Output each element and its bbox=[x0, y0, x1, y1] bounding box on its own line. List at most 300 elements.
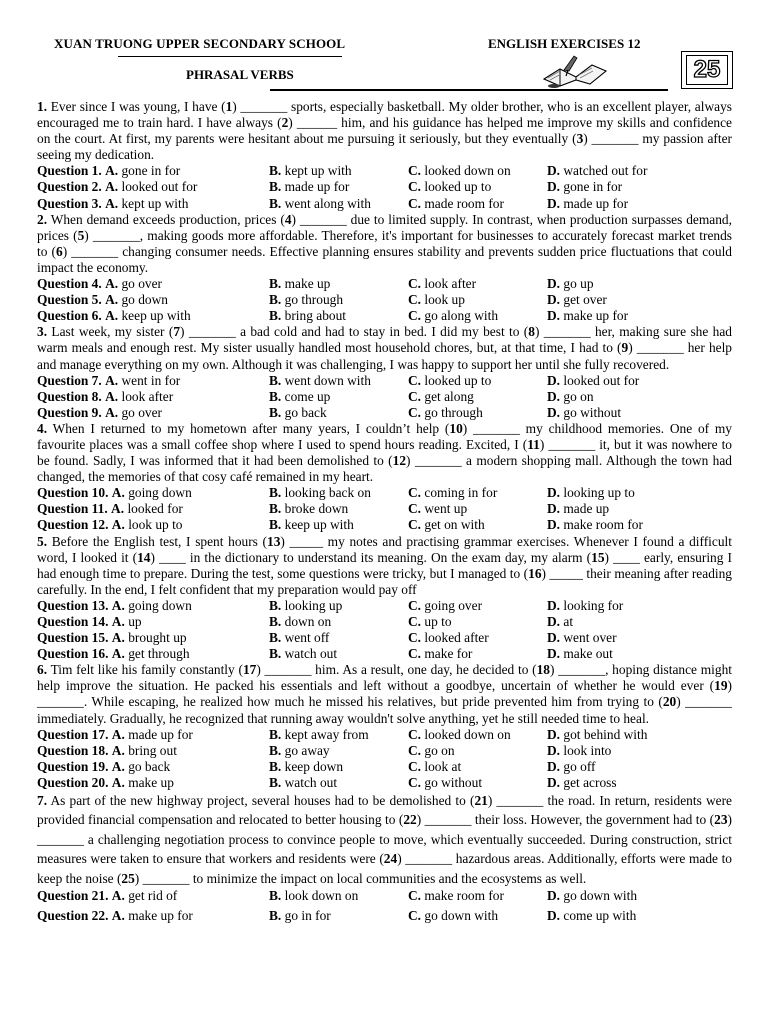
option-letter: A. bbox=[111, 614, 125, 629]
passage-text: Last week, my sister ( bbox=[51, 324, 174, 340]
option-a[interactable] bbox=[37, 276, 269, 292]
option-a[interactable] bbox=[37, 727, 269, 743]
option-c[interactable] bbox=[408, 759, 547, 775]
question-label: Question 2. bbox=[37, 179, 102, 195]
passage-text: ) _____ their meaning after reading carefully. In the end, I felt confident that my preparation would pay off bbox=[37, 565, 733, 597]
option-letter: B. bbox=[269, 404, 282, 420]
school-underline bbox=[118, 56, 342, 57]
option-letter: A. bbox=[111, 774, 125, 790]
option-c[interactable] bbox=[408, 196, 547, 212]
option-letter: A. bbox=[105, 404, 119, 420]
question-label: Question 20. bbox=[37, 774, 109, 790]
blank-number: 18 bbox=[536, 662, 550, 678]
blank-number: 7 bbox=[173, 324, 181, 340]
option-text: make up bbox=[128, 774, 174, 790]
option-letter: D. bbox=[547, 485, 561, 501]
option-c[interactable] bbox=[408, 598, 547, 614]
option-text: looking for bbox=[563, 597, 624, 613]
option-text: get through bbox=[128, 646, 190, 662]
option-c[interactable] bbox=[408, 405, 547, 421]
option-text: looked for bbox=[127, 501, 183, 517]
option-letter: C. bbox=[408, 372, 422, 388]
option-c[interactable] bbox=[408, 308, 547, 324]
option-letter: D. bbox=[547, 179, 561, 195]
option-d[interactable] bbox=[547, 389, 732, 405]
option-letter: A. bbox=[111, 726, 125, 742]
passage-text: ) _______ immediately. Gradually, he recognized that running away wouldn't solve anything, yet he still needed time to heal. bbox=[37, 694, 732, 726]
option-text: up bbox=[128, 614, 142, 629]
blank-number: 4 bbox=[284, 211, 292, 227]
option-b[interactable] bbox=[269, 405, 408, 421]
option-a[interactable] bbox=[37, 196, 269, 212]
option-text: go without bbox=[424, 774, 483, 790]
option-letter: D. bbox=[547, 907, 561, 923]
option-text: go through bbox=[424, 404, 483, 420]
passage-text: ) _______ to minimize the impact on local communities and the ecosystems as well. bbox=[134, 870, 587, 886]
option-b[interactable] bbox=[269, 743, 408, 759]
passage-text: ) _______ a bad cold and had to stay in bed. I did my best to ( bbox=[180, 324, 529, 340]
blank-number: 8 bbox=[528, 324, 535, 340]
option-letter: B. bbox=[269, 774, 282, 790]
option-text: coming in for bbox=[424, 485, 498, 501]
option-text: get across bbox=[563, 774, 617, 790]
passage-text: ) _______ due to limited supply. In contrast, when production surpasses demand, prices ( bbox=[37, 211, 732, 243]
option-text: went in for bbox=[121, 372, 181, 388]
option-letter: B. bbox=[269, 646, 282, 662]
option-letter: A. bbox=[111, 597, 125, 613]
option-a[interactable] bbox=[37, 179, 269, 195]
question-row bbox=[37, 373, 732, 389]
passage-number: 4. bbox=[37, 420, 48, 436]
option-letter: C. bbox=[408, 179, 422, 195]
option-letter: B. bbox=[269, 195, 282, 211]
option-text: go off bbox=[563, 758, 596, 774]
option-b[interactable] bbox=[269, 501, 408, 517]
option-text: looking back on bbox=[284, 485, 371, 501]
option-text: looking up bbox=[284, 597, 343, 613]
option-d[interactable] bbox=[547, 163, 732, 179]
blank-number: 22 bbox=[403, 812, 417, 828]
option-letter: C. bbox=[408, 646, 422, 662]
subject-title: ENGLISH EXERCISES 12 bbox=[488, 36, 641, 51]
option-text: made up for bbox=[563, 195, 629, 211]
option-letter: D. bbox=[547, 888, 561, 904]
blank-number: 12 bbox=[392, 453, 407, 469]
option-c[interactable] bbox=[408, 373, 547, 389]
option-b[interactable] bbox=[269, 373, 408, 389]
question-label: Question 4. bbox=[37, 276, 102, 292]
option-letter: B. bbox=[269, 501, 282, 517]
passage-text: Before the English test, I spent hours ( bbox=[51, 533, 268, 549]
option-b[interactable] bbox=[269, 888, 408, 908]
passage-number: 3. bbox=[37, 324, 48, 340]
option-letter: A. bbox=[111, 907, 125, 923]
option-b[interactable] bbox=[269, 485, 408, 501]
option-d[interactable] bbox=[547, 908, 732, 928]
option-text: brought up bbox=[128, 630, 187, 646]
option-b[interactable] bbox=[269, 292, 408, 308]
option-c[interactable] bbox=[408, 775, 547, 791]
option-d[interactable] bbox=[547, 759, 732, 775]
passage-number: 5. bbox=[37, 533, 48, 549]
blank-number: 1 bbox=[225, 99, 233, 114]
question-row bbox=[37, 485, 732, 501]
option-letter: C. bbox=[408, 630, 422, 646]
option-c[interactable] bbox=[408, 517, 547, 533]
question-label: Question 19. bbox=[37, 758, 109, 774]
passage-5 bbox=[37, 534, 732, 598]
passage-text: ) _______ him. As a result, one day, he decided to ( bbox=[256, 662, 537, 678]
question-label: Question 1. bbox=[37, 163, 102, 179]
option-text: made up for bbox=[128, 726, 193, 742]
option-text: went up bbox=[424, 501, 468, 517]
option-text: kept up with bbox=[284, 163, 352, 179]
option-d[interactable] bbox=[547, 373, 732, 389]
question-row bbox=[37, 517, 732, 533]
option-letter: B. bbox=[269, 308, 282, 324]
option-text: looked after bbox=[424, 630, 489, 646]
question-row bbox=[37, 646, 732, 662]
option-text: look into bbox=[563, 742, 612, 758]
question-row bbox=[37, 196, 732, 212]
option-text: gone in for bbox=[563, 179, 623, 195]
option-letter: A. bbox=[111, 501, 125, 517]
option-c[interactable] bbox=[408, 179, 547, 195]
option-text: go without bbox=[563, 404, 622, 420]
question-row bbox=[37, 163, 732, 179]
option-c[interactable] bbox=[408, 501, 547, 517]
option-text: make room for bbox=[424, 888, 504, 904]
option-letter: D. bbox=[547, 163, 561, 179]
option-c[interactable] bbox=[408, 389, 547, 405]
option-a[interactable] bbox=[37, 759, 269, 775]
option-letter: C. bbox=[408, 308, 422, 324]
option-text: go on bbox=[424, 742, 455, 758]
option-a[interactable] bbox=[37, 646, 269, 662]
option-text: make room for bbox=[563, 517, 643, 533]
option-text: look up bbox=[424, 292, 465, 308]
option-c[interactable] bbox=[408, 276, 547, 292]
passage-text: ) _______ a challenging negotiation process to convince people to move, which eventually succeeded. During construction, strict measures were taken to ensure that workers and residents were ( bbox=[37, 812, 732, 867]
option-letter: C. bbox=[408, 195, 422, 211]
option-letter: C. bbox=[408, 726, 422, 742]
option-text: look after bbox=[424, 276, 477, 292]
option-letter: B. bbox=[269, 517, 282, 533]
option-text: bring out bbox=[128, 742, 177, 758]
blank-number: 24 bbox=[383, 851, 398, 867]
option-d[interactable] bbox=[547, 598, 732, 614]
option-text: looked down on bbox=[424, 726, 511, 742]
option-text: went over bbox=[563, 630, 617, 646]
question-row bbox=[37, 501, 732, 517]
option-letter: B. bbox=[269, 485, 282, 501]
option-letter: B. bbox=[269, 614, 282, 629]
option-d[interactable] bbox=[547, 646, 732, 662]
option-c[interactable] bbox=[408, 614, 547, 630]
option-c[interactable] bbox=[408, 743, 547, 759]
option-a[interactable] bbox=[37, 292, 269, 308]
option-text: looked up to bbox=[424, 179, 492, 195]
option-letter: A. bbox=[111, 517, 125, 533]
option-text: going down bbox=[128, 597, 192, 613]
option-text: keep up with bbox=[284, 517, 354, 533]
option-a[interactable] bbox=[37, 373, 269, 389]
option-letter: A. bbox=[111, 742, 125, 758]
passage-number: 1. bbox=[37, 99, 48, 114]
option-b[interactable] bbox=[269, 598, 408, 614]
page-number: 25 bbox=[686, 55, 728, 85]
question-row bbox=[37, 775, 732, 791]
option-b[interactable] bbox=[269, 614, 408, 630]
option-letter: B. bbox=[269, 292, 282, 308]
option-b[interactable] bbox=[269, 759, 408, 775]
option-a[interactable] bbox=[37, 517, 269, 533]
option-a[interactable] bbox=[37, 630, 269, 646]
option-letter: A. bbox=[105, 163, 119, 179]
blank-number: 23 bbox=[714, 812, 728, 828]
option-letter: A. bbox=[105, 195, 119, 211]
option-a[interactable] bbox=[37, 485, 269, 501]
option-a[interactable] bbox=[37, 775, 269, 791]
option-letter: B. bbox=[269, 372, 282, 388]
option-c[interactable] bbox=[408, 646, 547, 662]
option-text: go along with bbox=[424, 308, 499, 324]
option-d[interactable] bbox=[547, 743, 732, 759]
passage-text: ) ______ him, and his guidance has helped me improve my skills and confidence on the court. At first, my parents were hesitant about me pursuing it seriously, but they eventually ( bbox=[37, 115, 732, 147]
option-d[interactable] bbox=[547, 501, 732, 517]
option-letter: B. bbox=[269, 597, 282, 613]
passage-text: ) _______, hoping distance might help improve the situation. He packed his essentials and left without a goodbye, uncertain of whether he would ever ( bbox=[37, 662, 733, 694]
option-a[interactable] bbox=[37, 598, 269, 614]
option-a[interactable] bbox=[37, 888, 269, 908]
option-c[interactable] bbox=[408, 292, 547, 308]
option-letter: A. bbox=[111, 630, 125, 646]
option-d[interactable] bbox=[547, 308, 732, 324]
option-d[interactable] bbox=[547, 179, 732, 195]
option-letter: B. bbox=[269, 388, 282, 404]
option-text: looked down on bbox=[424, 163, 511, 179]
option-text: go back bbox=[128, 758, 171, 774]
option-a[interactable] bbox=[37, 501, 269, 517]
option-b[interactable] bbox=[269, 163, 408, 179]
option-d[interactable] bbox=[547, 196, 732, 212]
passage-text: As part of the new highway project, several houses had to be demolished to ( bbox=[50, 793, 475, 809]
passage-text: ) _______. While escaping, he realized how much he missed his relatives, but pride prevented him from trying to ( bbox=[37, 678, 732, 710]
question-label: Question 8. bbox=[37, 388, 102, 404]
option-letter: D. bbox=[547, 726, 561, 742]
blank-number: 13 bbox=[267, 533, 281, 549]
option-text: looked up to bbox=[424, 372, 492, 388]
option-b[interactable] bbox=[269, 179, 408, 195]
option-letter: B. bbox=[269, 163, 282, 179]
option-d[interactable] bbox=[547, 888, 732, 908]
option-b[interactable] bbox=[269, 276, 408, 292]
passage-text: ) _______ my childhood memories. One of my favourite places was a small coffee shop where I used to spend hours reading. Excited, I ( bbox=[37, 420, 732, 452]
option-text: kept away from bbox=[284, 726, 369, 742]
option-text: made up bbox=[563, 501, 610, 517]
option-letter: D. bbox=[547, 195, 561, 211]
option-letter: D. bbox=[547, 630, 561, 646]
option-letter: C. bbox=[408, 614, 422, 629]
option-d[interactable] bbox=[547, 517, 732, 533]
option-letter: C. bbox=[408, 742, 422, 758]
option-letter: B. bbox=[269, 742, 282, 758]
option-letter: D. bbox=[547, 774, 561, 790]
option-text: up to bbox=[424, 614, 452, 629]
question-label: Question 10. bbox=[37, 485, 109, 501]
option-letter: C. bbox=[408, 888, 422, 904]
option-c[interactable] bbox=[408, 485, 547, 501]
header-rule bbox=[270, 89, 668, 91]
option-letter: D. bbox=[547, 372, 561, 388]
option-d[interactable] bbox=[547, 276, 732, 292]
option-text: go in for bbox=[284, 907, 331, 923]
passage-text: ) _______ hazardous areas. Additionally, efforts were made to keep the noise ( bbox=[37, 851, 732, 886]
question-label: Question 18. bbox=[37, 742, 109, 758]
option-text: kept up with bbox=[121, 195, 189, 211]
question-label: Question 5. bbox=[37, 292, 102, 308]
question-row bbox=[37, 908, 732, 928]
blank-number: 19 bbox=[714, 678, 728, 694]
option-d[interactable] bbox=[547, 405, 732, 421]
question-label: Question 16. bbox=[37, 646, 109, 662]
option-text: go down with bbox=[424, 907, 499, 923]
option-letter: B. bbox=[269, 758, 282, 774]
passage-number: 6. bbox=[37, 662, 48, 678]
question-label: Question 17. bbox=[37, 726, 109, 742]
option-d[interactable] bbox=[547, 727, 732, 743]
passage-text: ) _______ it, but it was nowhere to be found. Sadly, I was informed that it had been demolished to ( bbox=[37, 436, 732, 469]
blank-number: 10 bbox=[449, 420, 463, 436]
option-letter: A. bbox=[105, 308, 119, 324]
option-d[interactable] bbox=[547, 630, 732, 646]
passage-text: ) _______ their loss. However, the government had to ( bbox=[416, 812, 715, 828]
option-letter: C. bbox=[408, 388, 422, 404]
option-a[interactable] bbox=[37, 308, 269, 324]
option-a[interactable] bbox=[37, 743, 269, 759]
option-d[interactable] bbox=[547, 614, 732, 630]
option-text: go on bbox=[563, 388, 594, 404]
option-text: went down with bbox=[284, 372, 371, 388]
option-c[interactable] bbox=[408, 908, 547, 928]
passage-text: ) _______ sports, especially basketball. My older brother, who is an excellent player, always encouraged me to train hard. I have always ( bbox=[37, 99, 732, 131]
option-text: make for bbox=[424, 646, 473, 662]
option-c[interactable] bbox=[408, 727, 547, 743]
option-letter: D. bbox=[547, 646, 561, 662]
option-text: look up to bbox=[128, 517, 183, 533]
passage-number: 7. bbox=[37, 793, 48, 809]
option-d[interactable] bbox=[547, 292, 732, 308]
option-a[interactable] bbox=[37, 163, 269, 179]
passage-text: Tim felt like his family constantly ( bbox=[50, 662, 243, 678]
option-a[interactable] bbox=[37, 614, 269, 630]
option-letter: D. bbox=[547, 742, 561, 758]
question-row bbox=[37, 614, 732, 630]
option-text: made room for bbox=[424, 195, 504, 211]
question-label: Question 7. bbox=[37, 372, 102, 388]
passage-text: ) _______ a modern shopping mall. Although the town had changed, the memories of that cosy café remained in my heart. bbox=[37, 453, 732, 485]
option-letter: C. bbox=[408, 485, 422, 501]
option-text: went off bbox=[284, 630, 330, 646]
option-b[interactable] bbox=[269, 517, 408, 533]
school-name: XUAN TRUONG UPPER SECONDARY SCHOOL bbox=[54, 36, 346, 51]
option-c[interactable] bbox=[408, 888, 547, 908]
option-a[interactable] bbox=[37, 908, 269, 928]
option-a[interactable] bbox=[37, 405, 269, 421]
option-b[interactable] bbox=[269, 196, 408, 212]
book-and-quill-icon bbox=[540, 53, 610, 89]
option-letter: C. bbox=[408, 501, 422, 517]
option-text: broke down bbox=[284, 501, 349, 517]
option-b[interactable] bbox=[269, 308, 408, 324]
option-letter: A. bbox=[111, 888, 125, 904]
option-letter: B. bbox=[269, 630, 282, 646]
option-text: get along bbox=[424, 388, 474, 404]
option-b[interactable] bbox=[269, 646, 408, 662]
option-d[interactable] bbox=[547, 775, 732, 791]
passage-3 bbox=[37, 324, 732, 372]
option-b[interactable] bbox=[269, 727, 408, 743]
option-b[interactable] bbox=[269, 908, 408, 928]
option-text: go down with bbox=[563, 888, 638, 904]
blank-number: 14 bbox=[137, 549, 151, 565]
option-text: watch out bbox=[284, 646, 338, 662]
option-text: went along with bbox=[284, 195, 371, 211]
option-letter: A. bbox=[111, 646, 125, 662]
option-b[interactable] bbox=[269, 389, 408, 405]
option-text: go over bbox=[121, 404, 163, 420]
option-text: go back bbox=[284, 404, 327, 420]
option-letter: C. bbox=[408, 517, 422, 533]
option-letter: D. bbox=[547, 404, 561, 420]
option-letter: A. bbox=[111, 485, 125, 501]
option-text: make up for bbox=[128, 907, 193, 923]
question-label: Question 22. bbox=[37, 907, 109, 923]
option-c[interactable] bbox=[408, 630, 547, 646]
option-letter: D. bbox=[547, 614, 561, 629]
question-row bbox=[37, 759, 732, 775]
question-row bbox=[37, 308, 732, 324]
option-text: going over bbox=[424, 597, 483, 613]
blank-number: 21 bbox=[474, 793, 488, 809]
option-text: looked out for bbox=[563, 372, 640, 388]
option-a[interactable] bbox=[37, 389, 269, 405]
passage-text: ) _______ her, making sure she had warm meals and enough rest. My sister usually handled most household chores, but, at that time, I had to ( bbox=[37, 324, 732, 356]
question-row bbox=[37, 389, 732, 405]
blank-number: 3 bbox=[576, 131, 584, 147]
blank-number: 11 bbox=[527, 436, 540, 452]
option-text: come up with bbox=[563, 907, 637, 923]
passage-text: ) _______ changing consumer needs. Effective planning ensures stability and prevents sudden price fluctuations that could impact the economy. bbox=[37, 243, 732, 275]
option-letter: A. bbox=[105, 179, 119, 195]
option-letter: B. bbox=[269, 726, 282, 742]
blank-number: 25 bbox=[121, 870, 135, 886]
option-b[interactable] bbox=[269, 775, 408, 791]
option-letter: A. bbox=[111, 758, 125, 774]
option-d[interactable] bbox=[547, 485, 732, 501]
topic-title: PHRASAL VERBS bbox=[186, 67, 294, 82]
passage-text: ) _______, making goods more affordable. Therefore, it's important for businesses to accurately forecast market trends to ( bbox=[37, 227, 732, 259]
blank-number: 16 bbox=[528, 565, 542, 581]
option-b[interactable] bbox=[269, 630, 408, 646]
option-text: looking up to bbox=[563, 485, 635, 501]
passage-text: ) _____ my notes and practising grammar exercises. Whenever I found a difficult word, I looked it ( bbox=[37, 533, 732, 565]
question-row bbox=[37, 405, 732, 421]
option-letter: D. bbox=[547, 292, 561, 308]
option-text: watched out for bbox=[563, 163, 648, 179]
option-c[interactable] bbox=[408, 163, 547, 179]
option-text: make up for bbox=[563, 308, 629, 324]
